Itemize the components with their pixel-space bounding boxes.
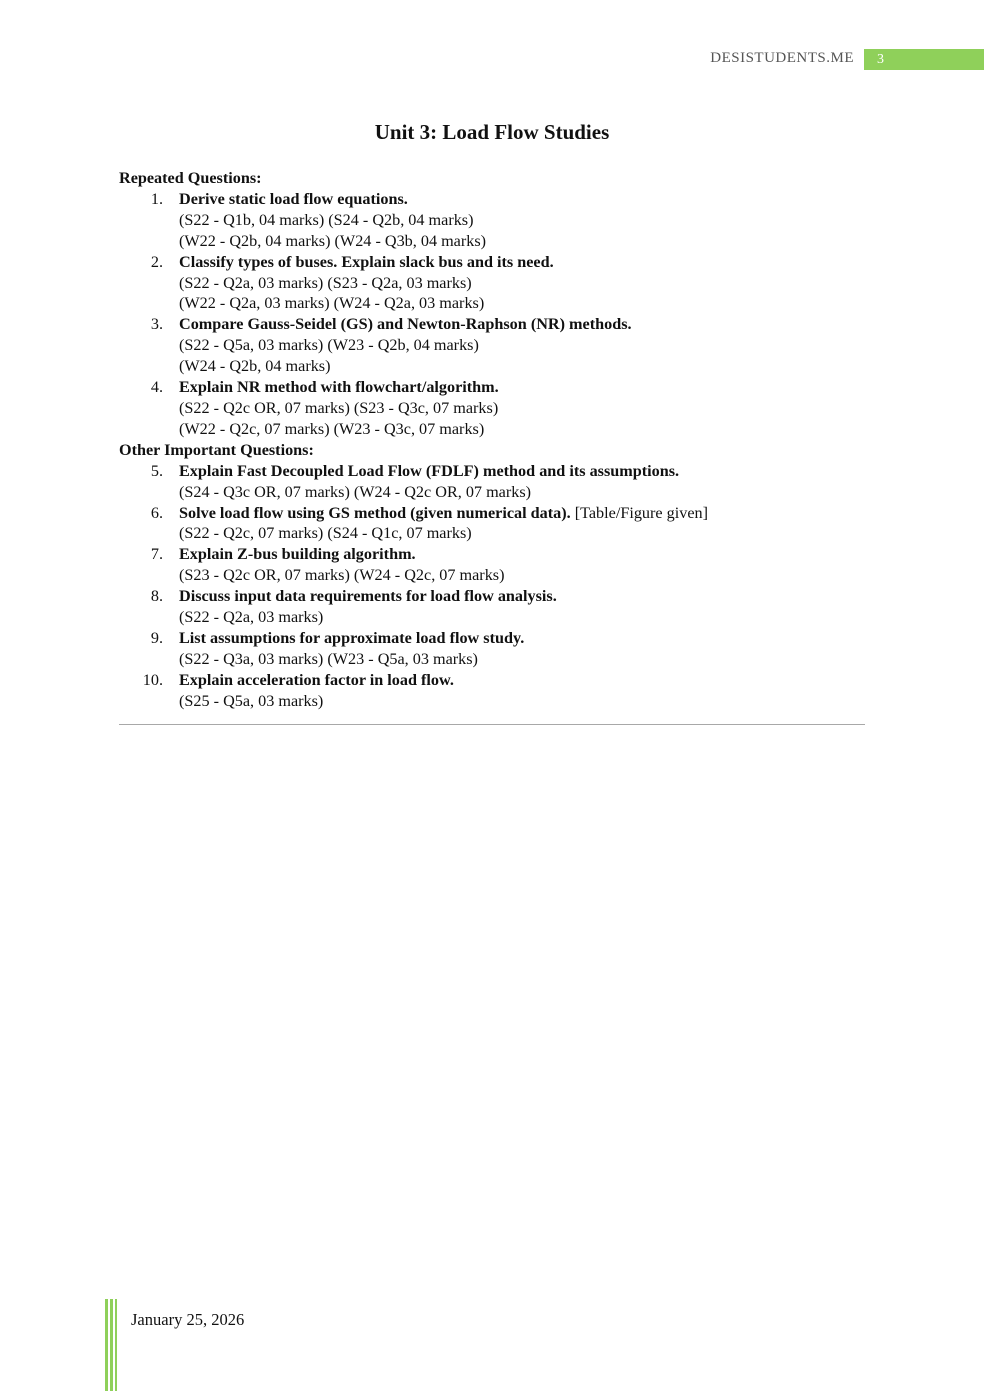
question-text: Explain Fast Decoupled Load Flow (FDLF) method and its assumptions. [179,461,680,480]
question-text: Explain NR method with flowchart/algorithm. [179,378,499,397]
exam-reference: (S22 - Q1b, 04 marks) (S24 - Q2b, 04 marks) [179,210,474,229]
question-number: 4. [150,378,163,397]
question-item [119,252,879,273]
question-note: [Table/Figure given] [574,503,708,522]
question-item [119,314,879,335]
question-text: List assumptions for approximate load flow study. [179,628,525,647]
question-text: Discuss input data requirements for load flow analysis. [179,587,557,606]
footer-date: January 25, 2026 [131,1310,245,1329]
section-heading: Repeated Questions: [119,169,262,187]
section-heading: Other Important Questions: [119,440,314,459]
exam-reference: (S22 - Q2a, 03 marks) [179,608,324,627]
question-number: 10. [142,670,163,689]
question-item [119,670,879,691]
question-item [119,461,879,482]
question-number: 1. [150,189,163,208]
exam-reference: (S24 - Q3c OR, 07 marks) (W24 - Q2c OR, 07 marks) [179,482,532,501]
question-number: 3. [150,315,163,334]
question-item [119,503,879,524]
exam-reference: (W22 - Q2b, 04 marks) (W24 - Q3b, 04 marks) [179,231,487,250]
question-list [119,168,879,712]
question-number: 2. [150,252,163,271]
question-text: Solve load flow using GS method (given numerical data). [179,503,571,522]
exam-reference: (W22 - Q2a, 03 marks) (W24 - Q2a, 03 marks) [179,294,485,313]
question-number: 8. [150,587,163,606]
exam-reference: (W24 - Q2b, 04 marks) [179,357,331,376]
exam-reference: (S22 - Q2c OR, 07 marks) (S23 - Q3c, 07 marks) [179,398,499,417]
question-text: Derive static load flow equations. [179,189,408,208]
question-item [119,377,879,398]
question-number: 6. [150,503,163,522]
footer-accent-bars [105,1299,119,1391]
question-item [119,628,879,649]
question-number: 5. [150,461,163,480]
exam-reference: (S22 - Q2c, 07 marks) (S24 - Q1c, 07 marks) [179,524,472,543]
exam-reference: (S22 - Q3a, 03 marks) (W23 - Q5a, 03 marks) [179,649,478,668]
question-item [119,586,879,607]
question-item [119,189,879,210]
exam-reference: (S23 - Q2c OR, 07 marks) (W24 - Q2c, 07 marks) [179,566,505,585]
page-number-badge [864,49,984,70]
exam-reference: (S25 - Q5a, 03 marks) [179,691,324,710]
question-item [119,544,879,565]
header-site-name: DESISTUDENTS.ME [710,50,854,66]
question-number: 7. [150,545,163,564]
question-text: Explain Z-bus building algorithm. [179,545,416,564]
question-text: Compare Gauss-Seidel (GS) and Newton-Raphson (NR) methods. [179,315,632,334]
question-text: Classify types of buses. Explain slack bus and its need. [179,252,554,271]
page-title: Unit 3: Load Flow Studies [374,120,610,144]
exam-reference: (W22 - Q2c, 07 marks) (W23 - Q3c, 07 marks) [179,419,485,438]
question-number: 9. [150,628,163,647]
exam-reference: (S22 - Q2a, 03 marks) (S23 - Q2a, 03 marks) [179,273,472,292]
exam-reference: (S22 - Q5a, 03 marks) (W23 - Q2b, 04 marks) [179,336,479,355]
page-number: 3 [877,52,884,67]
question-text: Explain acceleration factor in load flow. [179,670,454,689]
divider [119,724,865,725]
